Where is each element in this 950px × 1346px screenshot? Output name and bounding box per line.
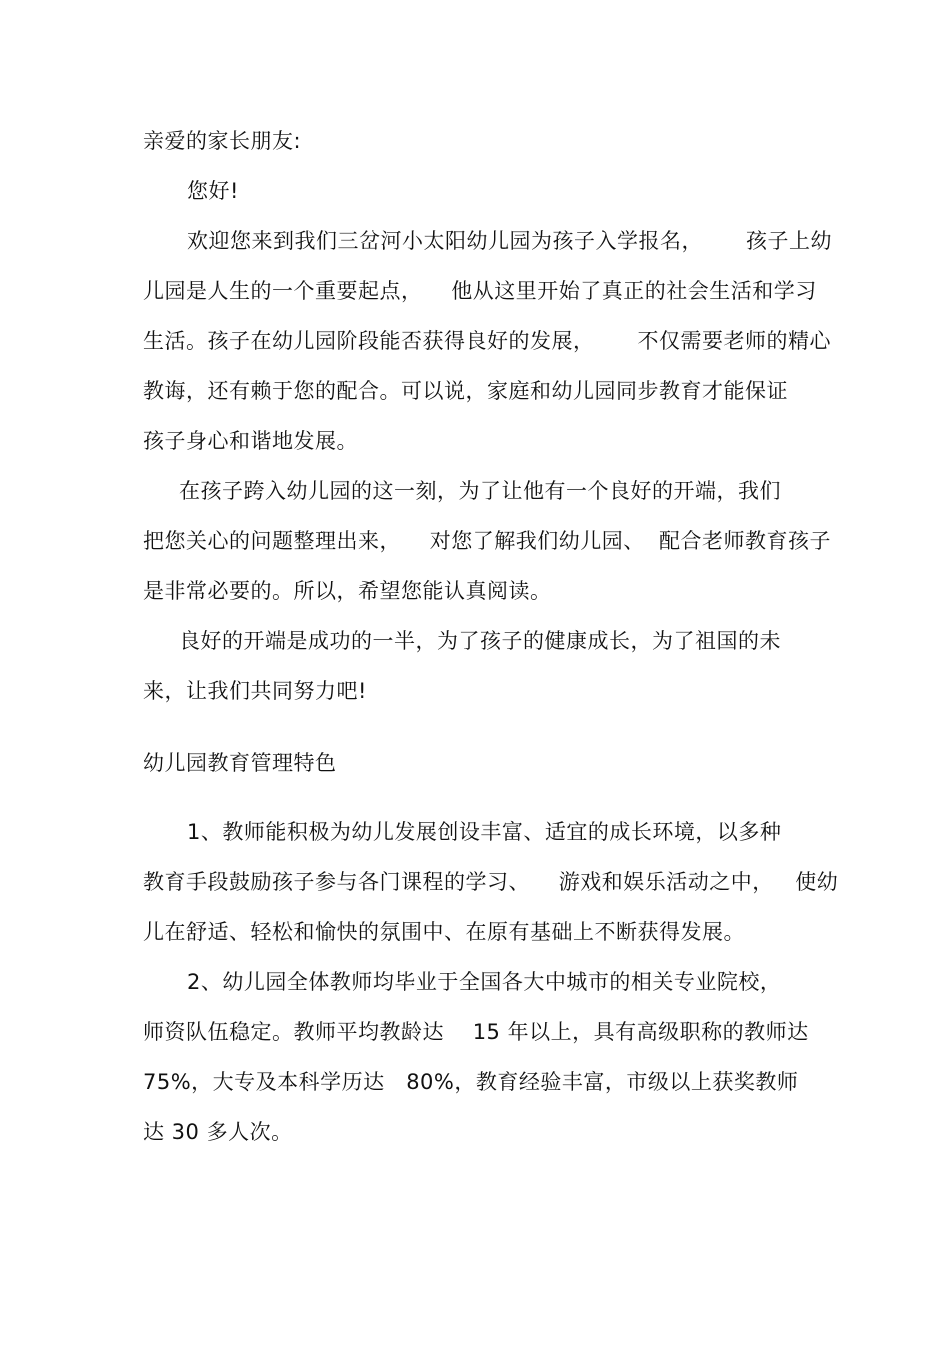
paragraph-line: 儿园是人生的一个重要起点， 他从这里开始了真正的社会生活和学习 bbox=[143, 279, 817, 303]
paragraph-line: 在孩子跨入幼儿园的这一刻，为了让他有一个良好的开端，我们 bbox=[179, 479, 781, 503]
paragraph-line: 2、幼儿园全体教师均毕业于全国各大中城市的相关专业院校， bbox=[187, 970, 782, 994]
paragraph-line: 把您关心的问题整理出来， 对您了解我们幼儿园、 配合老师教育孩子 bbox=[143, 529, 832, 553]
paragraph-line: 来，让我们共同努力吧! bbox=[143, 679, 367, 703]
paragraph-line: 孩子身心和谐地发展。 bbox=[143, 429, 358, 453]
paragraph-line: 生活。孩子在幼儿园阶段能否获得良好的发展， 不仅需要老师的精心 bbox=[143, 329, 832, 353]
paragraph-line: 1、教师能积极为幼儿发展创设丰富、适宜的成长环境，以多种 bbox=[187, 820, 782, 844]
paragraph-line: 儿在舒适、轻松和愉快的氛围中、在原有基础上不断获得发展。 bbox=[143, 920, 745, 944]
paragraph-line: 达 30 多人次。 bbox=[143, 1120, 293, 1144]
paragraph-line: 是非常必要的。所以，希望您能认真阅读。 bbox=[143, 579, 552, 603]
paragraph-line: 师资队伍稳定。教师平均教龄达 15 年以上，具有高级职称的教师达 bbox=[143, 1020, 809, 1044]
paragraph-line: 良好的开端是成功的一半，为了孩子的健康成长，为了祖国的未 bbox=[179, 629, 781, 653]
greeting: 您好! bbox=[187, 179, 239, 203]
paragraph-line: 75%，大专及本科学历达 80%，教育经验丰富，市级以上获奖教师 bbox=[143, 1070, 799, 1094]
paragraph-line: 教诲，还有赖于您的配合。可以说，家庭和幼儿园同步教育才能保证 bbox=[143, 379, 788, 403]
paragraph-line: 教育手段鼓励孩子参与各门课程的学习、 游戏和娱乐活动之中， 使幼 bbox=[143, 870, 839, 894]
paragraph-line: 欢迎您来到我们三岔河小太阳幼儿园为孩子入学报名， 孩子上幼 bbox=[187, 229, 833, 253]
section-heading: 幼儿园教育管理特色 bbox=[143, 751, 337, 775]
salutation: 亲爱的家长朋友: bbox=[143, 129, 302, 153]
